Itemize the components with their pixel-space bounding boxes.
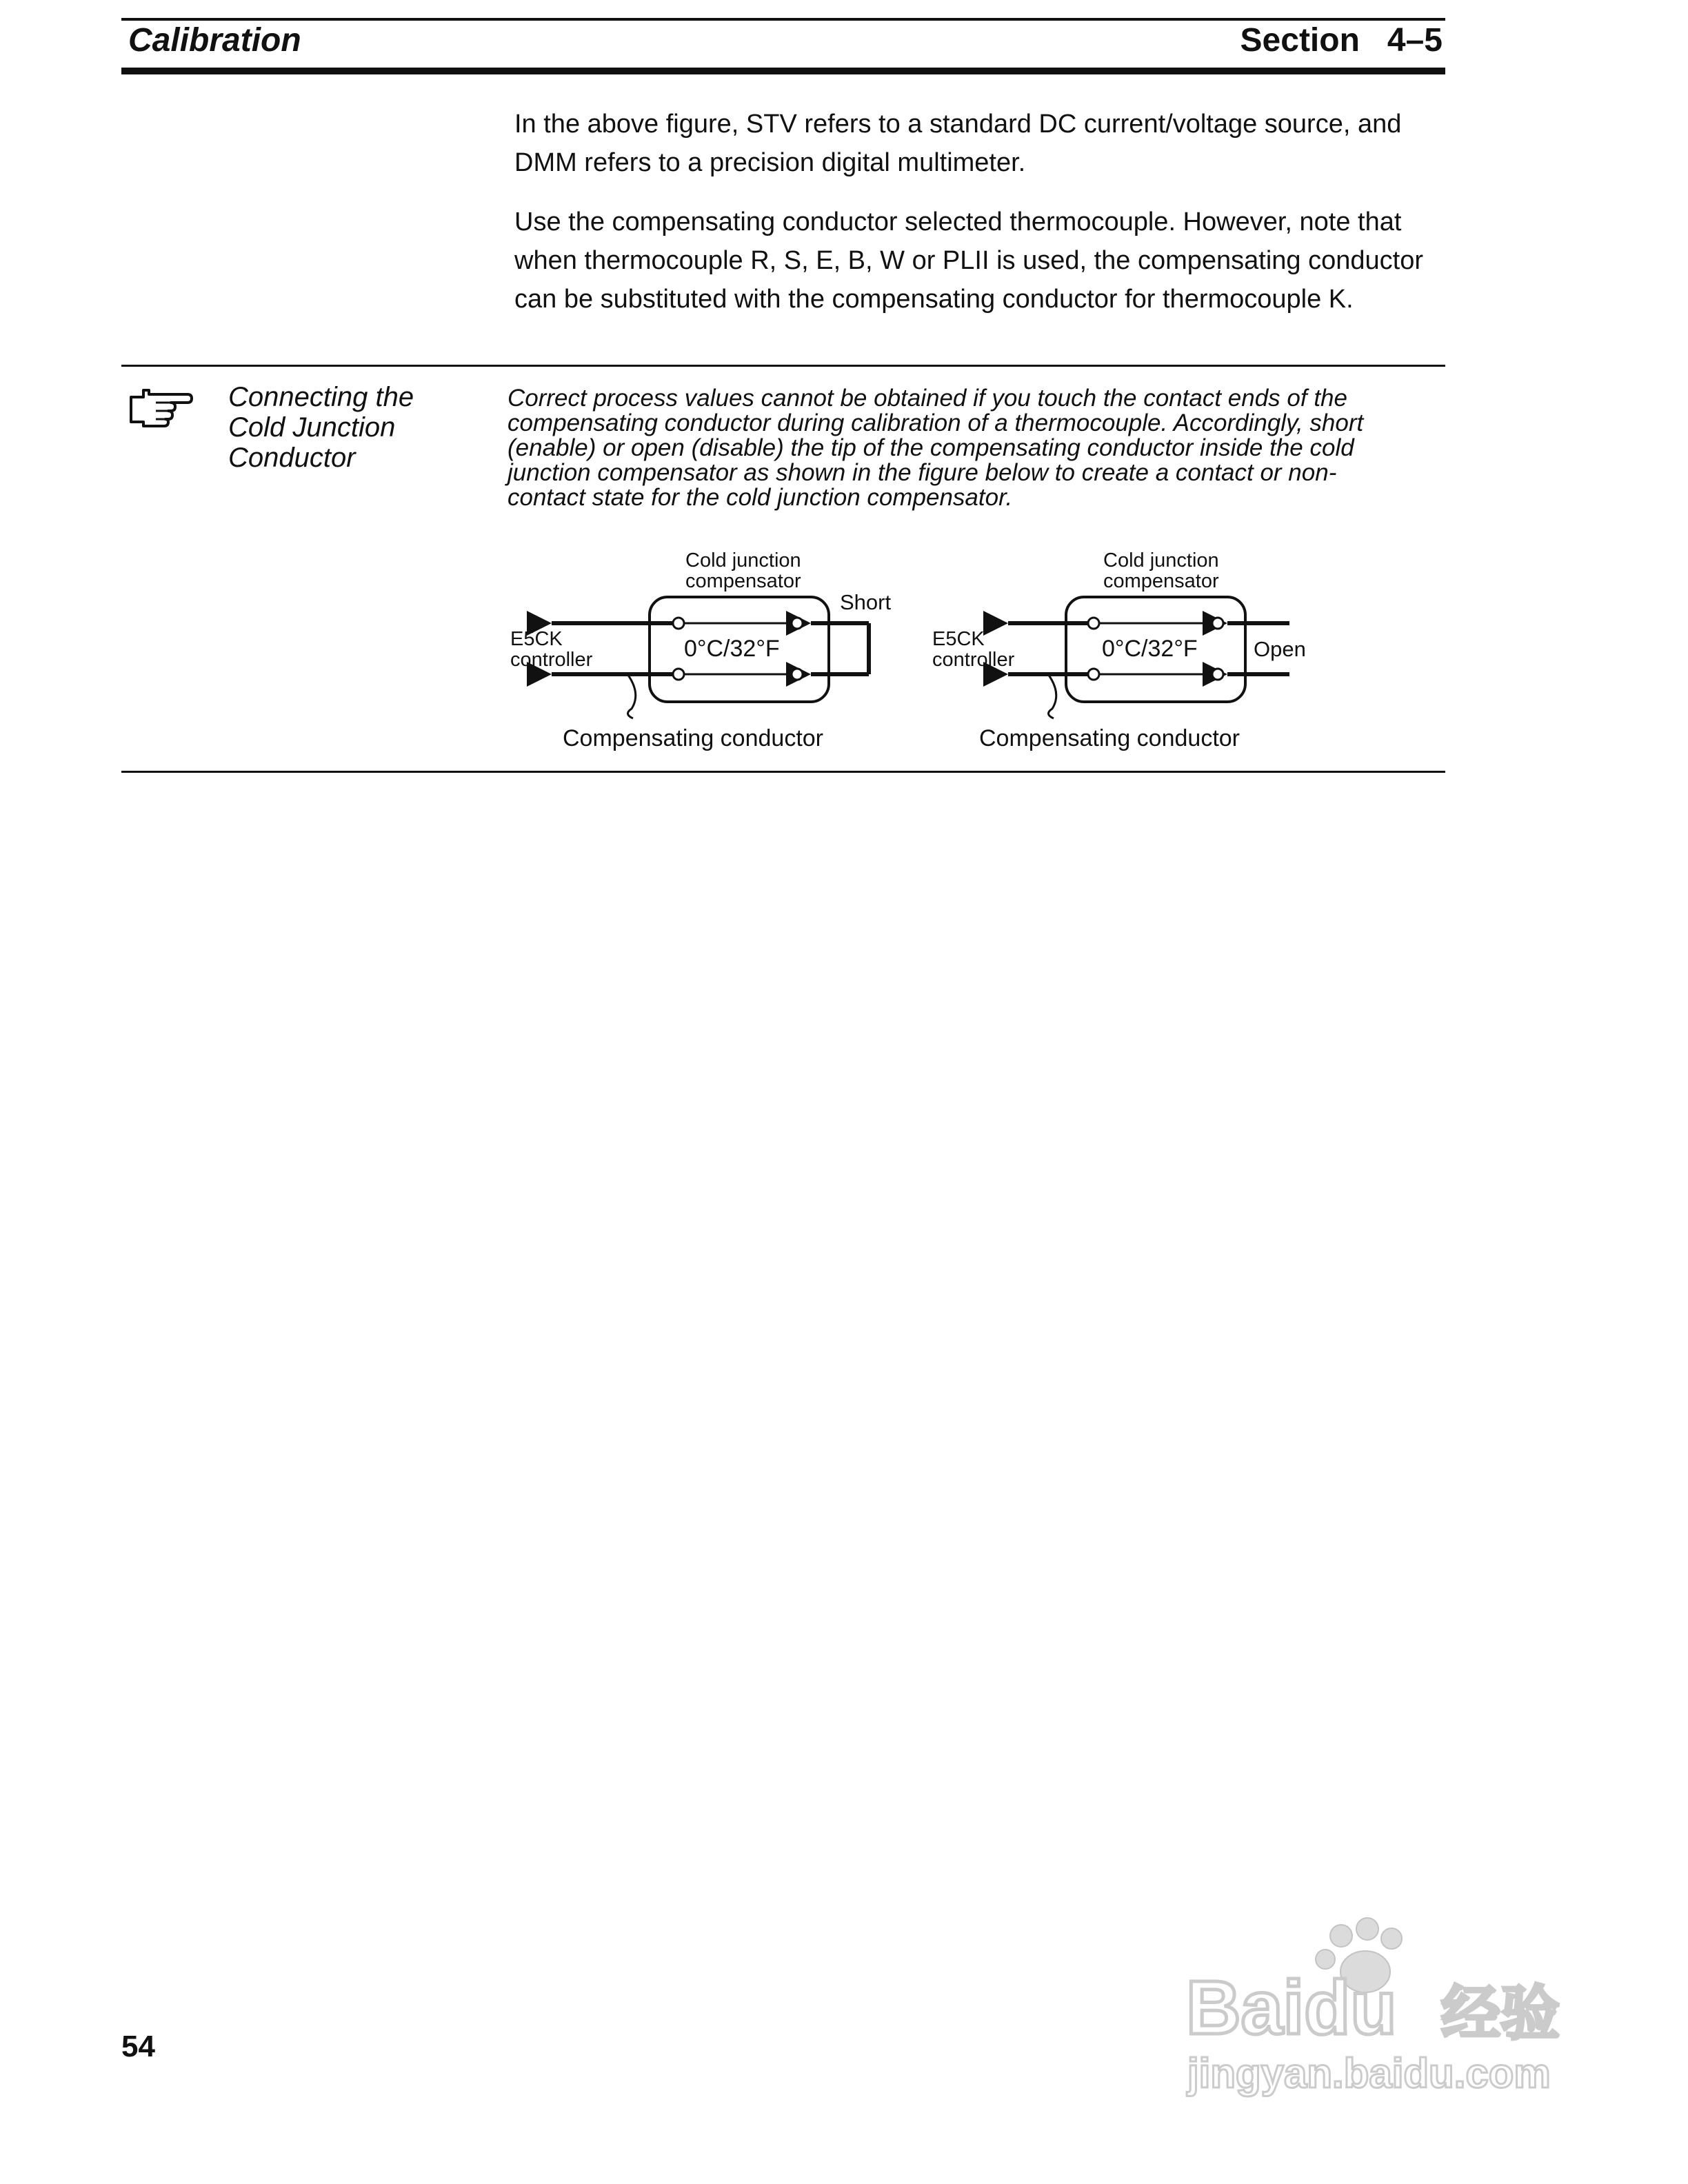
left-controller-label-1: E5CK [510,628,563,650]
section-number: Section 4–5 [1240,22,1443,59]
right-terminal [1212,669,1223,680]
left-terminal [673,618,684,629]
right-controller-label-2: controller [932,649,1015,671]
left-conductor-label: Compensating conductor [563,725,824,751]
note-bottom-rule [121,771,1445,773]
right-compensator-label-1: Cold junction [1103,549,1219,572]
header-top-rule [121,18,1445,21]
watermark-url: jingyan.baidu.com [1187,2050,1551,2096]
left-terminal [792,669,803,680]
note-heading-line-1: Connecting the [228,382,414,412]
chapter-title: Calibration [128,22,301,59]
diagram-short [510,549,891,751]
note-text: Correct process values cannot be obtained if you touch the contact ends of the compensating conductor during calibration of a thermocouple. Accordingly, short (enable) or open (disable) the tip of the compensating conductor inside the cold junction compensator as shown in the figure below to create a contact or non-contact state for the cold junction compensator. [508,385,1364,511]
right-temperature: 0°C/32°F [1102,636,1198,662]
right-conductor-label: Compensating conductor [979,725,1240,751]
right-conductor-lead [1048,674,1056,718]
right-compensator-label-2: compensator [1103,570,1219,592]
page-number: 54 [121,2030,155,2063]
watermark-brand: Baidu [1186,1965,1397,2050]
left-controller-label-2: controller [510,649,593,671]
left-terminal [673,669,684,680]
left-terminal [792,618,803,629]
baidu-watermark [1172,1903,1586,2110]
body-paragraph-1: In the above figure, STV refers to a standard DC current/voltage source, and DMM refers to a precision digital multimeter. [514,110,1402,177]
left-conductor-lead [627,674,636,718]
note-heading [228,382,414,473]
left-compensator-label-1: Cold junction [685,549,801,572]
note-heading-line-2: Cold Junction [228,412,396,443]
right-terminal [1088,618,1099,629]
left-tip-state: Short [840,590,892,614]
watermark-cn-text: 经验 [1441,1981,1560,2047]
left-temperature: 0°C/32°F [684,636,780,662]
cold-junction-figure [496,538,1352,758]
right-tip-state: Open [1254,637,1306,661]
pointing-hand-icon [128,387,193,427]
right-terminal [1088,669,1099,680]
note-heading-line-3: Conductor [228,443,356,473]
note-top-rule [121,365,1445,367]
left-compensator-label-2: compensator [685,570,801,592]
header-bottom-rule [121,68,1445,74]
right-terminal [1212,618,1223,629]
right-controller-label-1: E5CK [932,628,985,650]
body-paragraph-2: Use the compensating conductor selected thermocouple. However, note that when thermocouple R, S, E, B, W or PLII is used, the compensating conductor can be substituted with the compensating conductor for thermocouple K. [514,208,1423,314]
diagram-open [932,549,1306,751]
